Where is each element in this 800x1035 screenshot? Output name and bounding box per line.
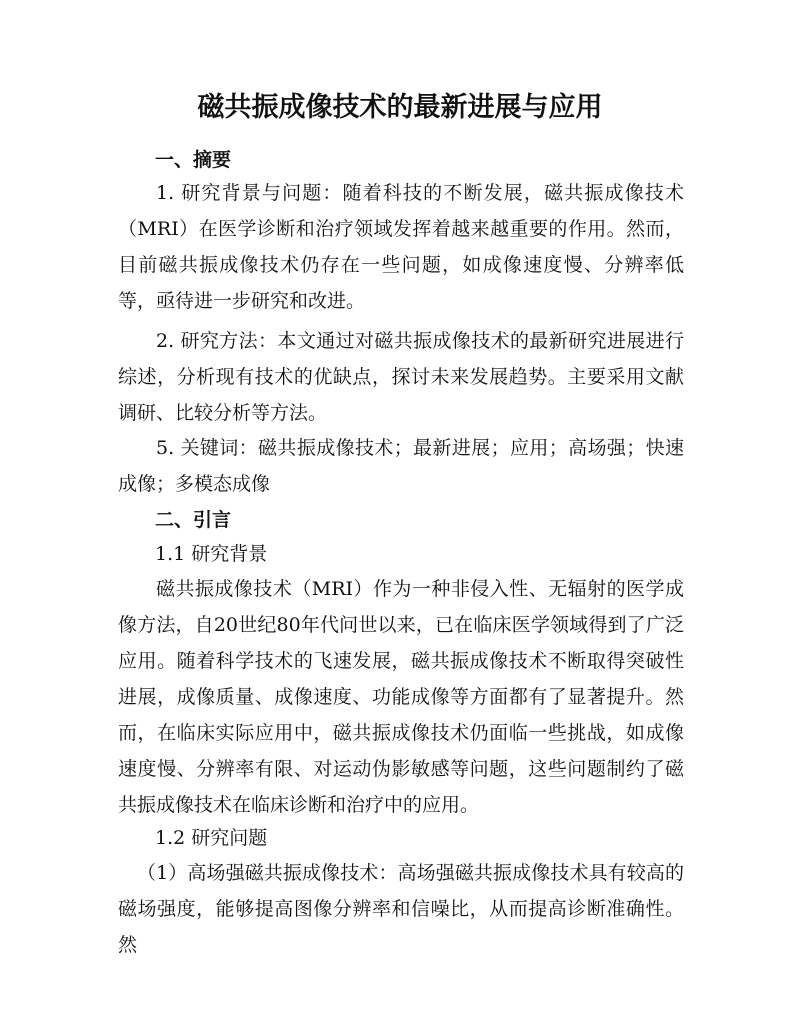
abstract-item-keywords: 5. 关键词：磁共振成像技术；最新进展；应用；高场强；快速成像；多模态成像 (118, 437, 684, 495)
section-heading-abstract: 一、摘要 (155, 149, 232, 171)
paragraph-research-questions: （1）高场强磁共振成像技术：高场强磁共振成像技术具有较高的磁场强度，能够提高图像分辨率和信噪比，从而提高诊断准确性。然 (118, 862, 684, 956)
document-title: 磁共振成像技术的最新进展与应用 (197, 92, 603, 123)
subheading-research-background: 1.1 研究背景 (155, 543, 268, 565)
paragraph-research-background: 磁共振成像技术（MRI）作为一种非侵入性、无辐射的医学成像方法，自20世纪80年代问世以来，已在临床医学领域得到了广泛应用。随着科学技术的飞速发展，磁共振成像技术不断取得突破性进展，成像质量、成像速度、功能成像等方面都有了显著提升。然而，在临床实际应用中，磁共振成像技术仍面临一些挑战，如成像速度慢、分辨率有限、对运动伪影敏感等问题，这些问题制约了磁共振成像技术在临床诊断和治疗中的应用。 (118, 578, 684, 816)
section-heading-intro: 二、引言 (155, 509, 232, 531)
subheading-research-questions: 1.2 研究问题 (155, 827, 268, 849)
abstract-item-method: 2. 研究方法：本文通过对磁共振成像技术的最新研究进展进行综述，分析现有技术的优缺点，探讨未来发展趋势。主要采用文献调研、比较分析等方法。 (118, 330, 684, 424)
abstract-item-background: 1. 研究背景与问题：随着科技的不断发展，磁共振成像技术（MRI）在医学诊断和治疗领域发挥着越来越重要的作用。然而，目前磁共振成像技术仍存在一些问题，如成像速度慢、分辨率低等，亟待进一步研究和改进。 (118, 182, 684, 312)
